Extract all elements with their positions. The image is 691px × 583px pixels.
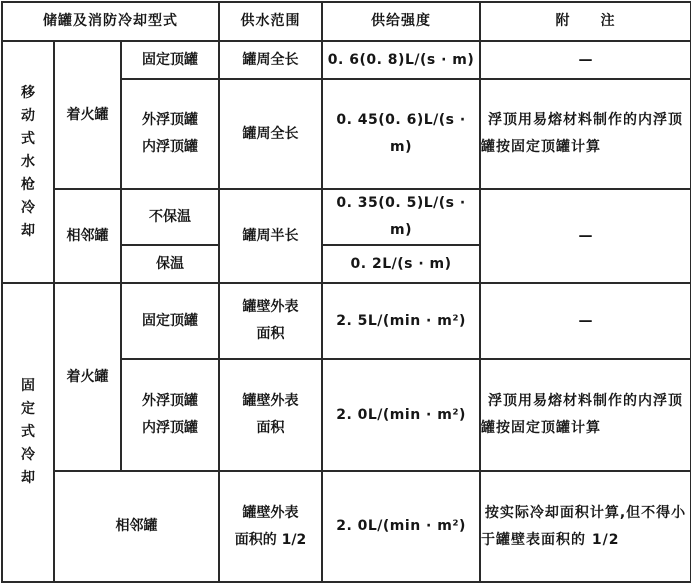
mobile-burning-floating-range: 罐周全长 — [219, 79, 322, 189]
mobile-burning-fixed-note: — — [480, 41, 691, 79]
mobile-adjacent-label: 相邻罐 — [54, 189, 121, 283]
header-intensity: 供给强度 — [322, 2, 480, 41]
mobile-adjacent-insulated-intensity: 0. 2L/(s · m) — [322, 245, 480, 283]
fixed-adjacent-range — [219, 471, 322, 582]
group-fixed-label: 固定式冷却 — [21, 378, 35, 486]
group-fixed — [2, 283, 54, 582]
mobile-burning-fixed-type: 固定顶罐 — [121, 41, 219, 79]
fixed-burning-floating-type — [121, 359, 219, 471]
range-line: 面积 — [256, 326, 285, 342]
fixed-adjacent-note: 按实际冷却面积计算,但不得小于罐壁表面积的 1/2 — [480, 471, 691, 582]
group-mobile-label: 移动式水枪冷却 — [21, 84, 35, 239]
range-line: 面积的 1/2 — [234, 531, 307, 548]
range-line: 面积 — [256, 420, 285, 436]
table-row — [2, 283, 691, 359]
fixed-burning-fixed-note: — — [480, 283, 691, 359]
table-row — [2, 41, 691, 79]
header-range: 供水范围 — [219, 2, 322, 41]
mobile-burning-floating-type — [121, 79, 219, 189]
mobile-adjacent-insulated-type: 保温 — [121, 245, 219, 283]
mobile-burning-floating-note: 浮顶用易熔材料制作的内浮顶罐按固定顶罐计算 — [480, 79, 691, 189]
fixed-burning-floating-range — [219, 359, 322, 471]
fixed-adjacent-label: 相邻罐 — [54, 471, 219, 582]
header-row — [2, 2, 691, 41]
fixed-burning-floating-note: 浮顶用易熔材料制作的内浮顶罐按固定顶罐计算 — [480, 359, 691, 471]
type-line: 内浮顶罐 — [142, 420, 199, 436]
mobile-burning-fixed-range: 罐周全长 — [219, 41, 322, 79]
fixed-burning-fixed-type: 固定顶罐 — [121, 283, 219, 359]
group-mobile — [2, 41, 54, 283]
table-row — [2, 471, 691, 582]
mobile-adjacent-uninsulated-type: 不保温 — [121, 189, 219, 245]
mobile-burning-label: 着火罐 — [54, 41, 121, 189]
cooling-spec-table — [1, 1, 691, 583]
range-line: 罐壁外表 — [242, 504, 299, 521]
header-note: 附 注 — [480, 2, 691, 41]
range-line: 罐壁外表 — [242, 299, 299, 315]
fixed-burning-fixed-range — [219, 283, 322, 359]
type-line: 外浮顶罐 — [142, 393, 199, 409]
fixed-burning-label: 着火罐 — [54, 283, 121, 471]
fixed-burning-floating-intensity: 2. 0L/(min · m²) — [322, 359, 480, 471]
mobile-adjacent-note: — — [480, 189, 691, 283]
type-line: 内浮顶罐 — [142, 139, 199, 155]
mobile-burning-fixed-intensity: 0. 6(0. 8)L/(s · m) — [322, 41, 480, 79]
mobile-burning-floating-intensity: 0. 45(0. 6)L/(s · m) — [322, 79, 480, 189]
mobile-adjacent-uninsulated-intensity: 0. 35(0. 5)L/(s · m) — [322, 189, 480, 245]
fixed-adjacent-intensity: 2. 0L/(min · m²) — [322, 471, 480, 582]
table-row — [2, 189, 691, 245]
mobile-adjacent-range: 罐周半长 — [219, 189, 322, 283]
type-line: 外浮顶罐 — [142, 112, 199, 128]
fixed-burning-fixed-intensity: 2. 5L/(min · m²) — [322, 283, 480, 359]
header-type: 储罐及消防冷却型式 — [2, 2, 219, 41]
range-line: 罐壁外表 — [242, 393, 299, 409]
